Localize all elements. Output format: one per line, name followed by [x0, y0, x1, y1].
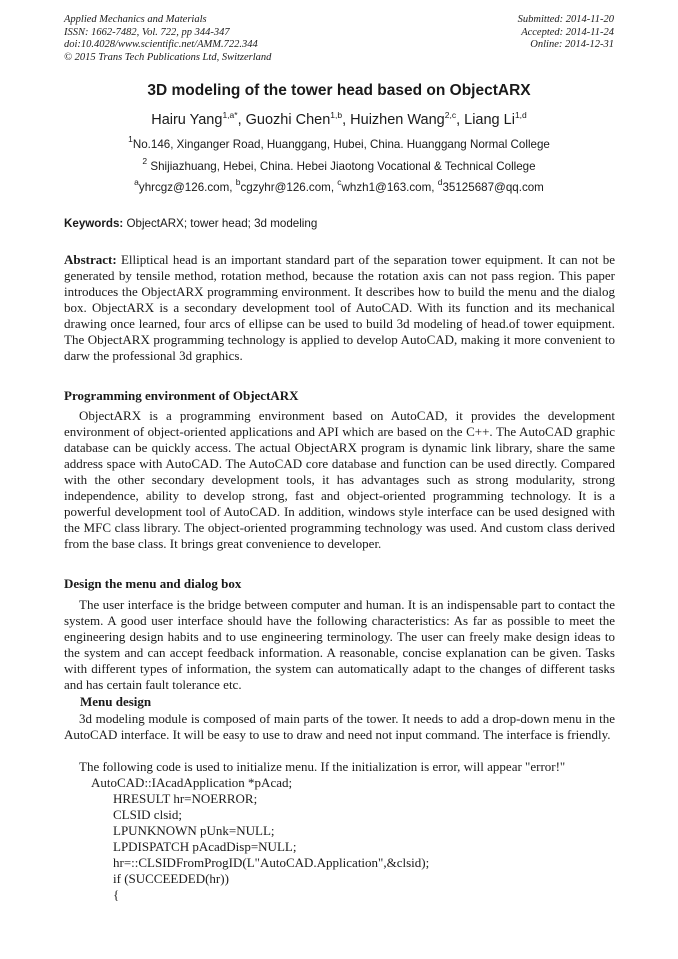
author-list	[0, 112, 678, 128]
affiliation-mark: 1	[128, 134, 133, 144]
email-address: yhrcgz@126.com,	[138, 181, 236, 194]
author-affiliation-mark: 2,c	[444, 110, 457, 120]
affiliation-text: No.146, Xinganger Road, Huanggang, Hubei, China. Huanggang Normal College	[132, 138, 550, 151]
affiliation-1	[0, 134, 678, 151]
abstract	[64, 252, 615, 364]
journal-info	[64, 14, 271, 64]
author-separator: ,	[342, 112, 351, 128]
issn-line: ISSN: 1662-7482, Vol. 722, pp 344-347	[64, 26, 230, 38]
email-list	[0, 177, 678, 194]
author-separator: ,	[456, 112, 465, 128]
keywords-text: ObjectARX; tower head; 3d modeling	[123, 217, 318, 230]
section-2-paragraph: The user interface is the bridge between computer and human. It is an indispensable part to contact the system. A good user interface should have the following characteristics: As far as possible to meet the engineering design habits and to use engineering terminology. The user can freely make design ideas to the system and can accept feedback information. A reasonable, concise explanation can be given. Tasks with different types of information, the system can automatically adapt to the changes of different tasks and has certain fault tolerance etc.	[64, 597, 615, 692]
doi-line: doi:10.4028/www.scientific.net/AMM.722.344	[64, 39, 258, 50]
subsection-heading-menu-design: Menu design	[80, 694, 152, 709]
author-affiliation-mark: 1,b	[330, 110, 343, 120]
email-mark: c	[337, 177, 342, 187]
affiliation-2	[0, 156, 678, 173]
affiliation-text: Shijiazhuang, Hebei, China. Hebei Jiaotong Vocational & Technical College	[147, 160, 536, 173]
code-line: if (SUCCEEDED(hr))	[113, 871, 229, 886]
email-address: whzh1@163.com,	[341, 181, 438, 194]
keywords-label: Keywords:	[64, 217, 124, 230]
code-line: {	[113, 887, 120, 902]
online-date: Online: 2014-12-31	[530, 39, 614, 50]
section-heading-programming-environment: Programming environment of ObjectARX	[64, 388, 299, 403]
code-line: AutoCAD::IAcadApplication *pAcad;	[91, 775, 293, 790]
email-mark: a	[134, 177, 139, 187]
author-affiliation-mark: 1,d	[514, 110, 527, 120]
abstract-label: Abstract:	[64, 252, 117, 267]
code-line: LPUNKNOWN pUnk=NULL;	[113, 823, 275, 838]
section-heading-design-menu: Design the menu and dialog box	[64, 576, 242, 591]
submitted-date: Submitted: 2014-11-20	[517, 14, 614, 25]
abstract-text: Elliptical head is an important standard part of the separation tower equipment. It can not be generated by tensile method, rotation method, because the rotation axis can not pass region. This paper introduces the ObjectARX programming environment. It describes how to build the menu and the dialog box. ObjectARX is a secondary development tool of AutoCAD. With its function and its mechanical drawing once learned, four arcs of ellipse can be used to build 3d modeling of head.of tower equipment. The ObjectARX programming technology is applied to develop AutoCAD, making it more convenient to darw the professional 3d graphics.	[64, 252, 615, 363]
code-intro-text: The following code is used to initialize menu. If the initialization is error, will appear "error!"	[79, 759, 566, 774]
affiliation-mark: 2	[142, 156, 148, 166]
journal-header	[64, 14, 614, 64]
code-line: HRESULT hr=NOERROR;	[113, 791, 258, 806]
journal-name: Applied Mechanics and Materials	[64, 14, 207, 25]
code-line: hr=::CLSIDFromProgID(L"AutoCAD.Application",&clsid);	[113, 855, 430, 870]
paper-title: 3D modeling of the tower head based on ObjectARX	[147, 82, 531, 99]
submission-dates	[518, 14, 614, 52]
author-affiliation-mark: 1,a*	[222, 110, 238, 120]
menu-design-paragraph: 3d modeling module is composed of main parts of the tower. It needs to add a drop-down menu in the AutoCAD interface. It will be easy to use to draw and need not input command. The interface is friendly.	[64, 711, 615, 742]
author-separator: ,	[237, 112, 246, 128]
accepted-date: Accepted: 2014-11-24	[521, 26, 614, 38]
email-address: cgzyhr@126.com,	[240, 181, 338, 194]
email-mark: d	[437, 177, 443, 187]
author-name: Liang Li	[464, 112, 515, 128]
code-line: CLSID clsid;	[113, 807, 182, 822]
email-mark: b	[235, 177, 241, 187]
keywords	[64, 217, 624, 230]
copyright-line: © 2015 Trans Tech Publications Ltd, Switzerland	[64, 51, 272, 63]
author-name: Guozhi Chen	[245, 112, 331, 128]
code-line: LPDISPATCH pAcadDisp=NULL;	[113, 839, 297, 854]
section-1-paragraph: ObjectARX is a programming environment based on AutoCAD, it provides the development environment of object-oriented applications and API which are based on the C++. The AutoCAD graphic database can be quickly access. The actual ObjectARX program is dynamic link library, share the same address space with AutoCAD. The AutoCAD core database and function can be used directly. Compared with the other secondary development tools, it has advantages such as strong modularity, strong independence, ability to develop strong, fast and object-oriented programming technology. It is a powerful development tool of AutoCAD. In addition, windows style interface can be used designed with the MFC class library. The object-oriented programming technology was used. And custom class derived from the base class. It brings great convenience to developer.	[64, 408, 615, 551]
email-address: 35125687@qq.com	[442, 181, 544, 194]
author-name: Huizhen Wang	[350, 112, 445, 128]
author-name: Hairu Yang	[151, 112, 223, 128]
